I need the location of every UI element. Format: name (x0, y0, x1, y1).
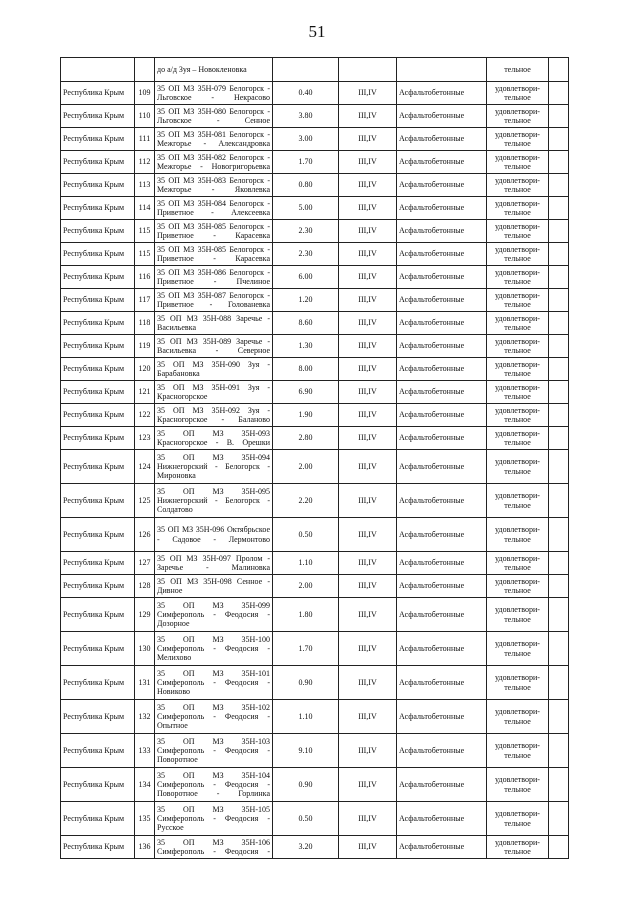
table-row-continuation (61, 58, 569, 82)
length-cell: 2.20 (273, 484, 339, 518)
note-cell (549, 266, 569, 289)
table-row (61, 381, 569, 404)
condition-cell: удовлетвори-тельное (487, 128, 549, 151)
surface-cell: Асфальтобетонные (397, 802, 487, 836)
number-cell: 112 (135, 151, 155, 174)
table-row (61, 105, 569, 128)
region-cell: Республика Крым (61, 174, 135, 197)
category-cell: III,IV (339, 575, 397, 598)
category-cell: III,IV (339, 220, 397, 243)
table-row (61, 82, 569, 105)
category-cell: III,IV (339, 312, 397, 335)
length-cell: 1.70 (273, 151, 339, 174)
length-cell: 5.00 (273, 197, 339, 220)
number-cell (135, 58, 155, 82)
region-cell: Республика Крым (61, 404, 135, 427)
road-name-cell: 35 ОП МЗ 35Н-083 Белогорск - Межгорье - Яковлевка (155, 174, 273, 197)
road-name-cell: 35 ОП МЗ 35Н-091 Зуя - Красногорское (155, 381, 273, 404)
note-cell (549, 358, 569, 381)
number-cell: 122 (135, 404, 155, 427)
category-cell: III,IV (339, 243, 397, 266)
number-cell: 128 (135, 575, 155, 598)
condition-cell: удовлетвори-тельное (487, 174, 549, 197)
number-cell: 132 (135, 700, 155, 734)
surface-cell: Асфальтобетонные (397, 289, 487, 312)
number-cell: 118 (135, 312, 155, 335)
road-name-cell: 35 ОП МЗ 35Н-098 Сенное - Дивное (155, 575, 273, 598)
category-cell (339, 58, 397, 82)
table-row (61, 598, 569, 632)
region-cell: Республика Крым (61, 427, 135, 450)
surface-cell: Асфальтобетонные (397, 632, 487, 666)
condition-cell: удовлетвори-тельное (487, 666, 549, 700)
note-cell (549, 220, 569, 243)
number-cell: 109 (135, 82, 155, 105)
road-name-cell: 35 ОП МЗ 35Н-085 Белогорск - Приветное - Карасевка (155, 220, 273, 243)
condition-cell: удовлетвори-тельное (487, 632, 549, 666)
number-cell: 133 (135, 734, 155, 768)
length-cell: 1.80 (273, 598, 339, 632)
number-cell: 115 (135, 243, 155, 266)
category-cell: III,IV (339, 266, 397, 289)
number-cell: 125 (135, 484, 155, 518)
region-cell: Республика Крым (61, 450, 135, 484)
road-name-cell: 35 ОП МЗ 35Н-101 Симферополь - Феодосия - Новиково (155, 666, 273, 700)
road-name-cell: 35 ОП МЗ 35Н-095 Нижнегорский - Белогорск - Солдатово (155, 484, 273, 518)
table-row (61, 484, 569, 518)
note-cell (549, 484, 569, 518)
region-cell (61, 58, 135, 82)
category-cell: III,IV (339, 632, 397, 666)
surface-cell: Асфальтобетонные (397, 266, 487, 289)
table-row (61, 450, 569, 484)
surface-cell: Асфальтобетонные (397, 174, 487, 197)
note-cell (549, 312, 569, 335)
condition-cell: удовлетвори-тельное (487, 598, 549, 632)
length-cell: 1.70 (273, 632, 339, 666)
table-row (61, 632, 569, 666)
condition-cell: удовлетвори-тельное (487, 243, 549, 266)
table-row (61, 427, 569, 450)
road-name-cell: 35 ОП МЗ 35Н-096 Октябрьское - Садовое - Лермонтово (155, 518, 273, 552)
number-cell: 135 (135, 802, 155, 836)
length-cell: 1.10 (273, 700, 339, 734)
length-cell: 6.00 (273, 266, 339, 289)
region-cell: Республика Крым (61, 700, 135, 734)
region-cell: Республика Крым (61, 666, 135, 700)
road-name-cell: 35 ОП МЗ 35Н-081 Белогорск - Межгорье - Александровка (155, 128, 273, 151)
note-cell (549, 575, 569, 598)
condition-cell: удовлетвори-тельное (487, 427, 549, 450)
road-name-cell: 35 ОП МЗ 35Н-106 Симферополь - Феодосия - (155, 836, 273, 859)
region-cell: Республика Крым (61, 151, 135, 174)
category-cell: III,IV (339, 666, 397, 700)
condition-cell: удовлетвори-тельное (487, 552, 549, 575)
note-cell (549, 174, 569, 197)
page-number: 51 (308, 22, 326, 41)
table-row (61, 700, 569, 734)
surface-cell: Асфальтобетонные (397, 82, 487, 105)
category-cell: III,IV (339, 802, 397, 836)
road-name-cell: 35 ОП МЗ 35Н-099 Симферополь - Феодосия - Дозорное (155, 598, 273, 632)
table-row (61, 243, 569, 266)
note-cell (549, 427, 569, 450)
category-cell: III,IV (339, 484, 397, 518)
category-cell: III,IV (339, 335, 397, 358)
table-row (61, 358, 569, 381)
length-cell: 2.30 (273, 243, 339, 266)
condition-cell: удовлетвори-тельное (487, 734, 549, 768)
region-cell: Республика Крым (61, 243, 135, 266)
road-name-cell: 35 ОП МЗ 35Н-088 Заречье - Васильевка (155, 312, 273, 335)
length-cell: 0.90 (273, 768, 339, 802)
number-cell: 117 (135, 289, 155, 312)
table-row (61, 518, 569, 552)
surface-cell: Асфальтобетонные (397, 450, 487, 484)
note-cell (549, 404, 569, 427)
surface-cell: Асфальтобетонные (397, 734, 487, 768)
number-cell: 127 (135, 552, 155, 575)
length-cell: 3.20 (273, 836, 339, 859)
table-row (61, 197, 569, 220)
number-cell: 115 (135, 220, 155, 243)
category-cell: III,IV (339, 450, 397, 484)
length-cell: 1.90 (273, 404, 339, 427)
surface-cell: Асфальтобетонные (397, 768, 487, 802)
condition-cell: удовлетвори-тельное (487, 197, 549, 220)
category-cell: III,IV (339, 768, 397, 802)
table-row (61, 151, 569, 174)
table-row (61, 335, 569, 358)
condition-cell: удовлетвори-тельное (487, 151, 549, 174)
region-cell: Республика Крым (61, 312, 135, 335)
road-name-cell: 35 ОП МЗ 35Н-080 Белогорск - Льговское - Сенное (155, 105, 273, 128)
road-name-cell: 35 ОП МЗ 35Н-100 Симферополь - Феодосия - Мелихово (155, 632, 273, 666)
note-cell (549, 700, 569, 734)
number-cell: 114 (135, 197, 155, 220)
number-cell: 124 (135, 450, 155, 484)
region-cell: Республика Крым (61, 197, 135, 220)
condition-cell: удовлетвори-тельное (487, 220, 549, 243)
note-cell (549, 243, 569, 266)
note-cell (549, 289, 569, 312)
surface-cell: Асфальтобетонные (397, 105, 487, 128)
surface-cell: Асфальтобетонные (397, 128, 487, 151)
note-cell (549, 335, 569, 358)
road-name-cell: 35 ОП МЗ 35Н-087 Белогорск - Приветное - Голованевка (155, 289, 273, 312)
note-cell (549, 632, 569, 666)
length-cell: 3.00 (273, 128, 339, 151)
note-cell (549, 518, 569, 552)
category-cell: III,IV (339, 734, 397, 768)
note-cell (549, 82, 569, 105)
region-cell: Республика Крым (61, 632, 135, 666)
surface-cell: Асфальтобетонные (397, 666, 487, 700)
note-cell (549, 151, 569, 174)
length-cell: 0.80 (273, 174, 339, 197)
note-cell (549, 802, 569, 836)
region-cell: Республика Крым (61, 358, 135, 381)
length-cell: 3.80 (273, 105, 339, 128)
road-name-cell: 35 ОП МЗ 35Н-104 Симферополь - Феодосия - Поворотное - Горлинка (155, 768, 273, 802)
region-cell: Республика Крым (61, 484, 135, 518)
condition-cell: удовлетвори-тельное (487, 289, 549, 312)
length-cell: 8.00 (273, 358, 339, 381)
condition-cell: удовлетвори-тельное (487, 836, 549, 859)
table-row (61, 552, 569, 575)
number-cell: 110 (135, 105, 155, 128)
road-name-cell: 35 ОП МЗ 35Н-079 Белогорск - Льговское - Некрасово (155, 82, 273, 105)
table-row (61, 289, 569, 312)
surface-cell: Асфальтобетонные (397, 197, 487, 220)
condition-cell: удовлетвори-тельное (487, 700, 549, 734)
category-cell: III,IV (339, 404, 397, 427)
surface-cell: Асфальтобетонные (397, 312, 487, 335)
roads-table (60, 57, 569, 859)
road-name-cell: 35 ОП МЗ 35Н-093 Красногорское - В. Орешки (155, 427, 273, 450)
table-row (61, 802, 569, 836)
condition-cell: удовлетвори-тельное (487, 575, 549, 598)
road-name-cell: 35 ОП МЗ 35Н-103 Симферополь - Феодосия - Поворотное (155, 734, 273, 768)
length-cell: 9.10 (273, 734, 339, 768)
number-cell: 126 (135, 518, 155, 552)
length-cell: 6.90 (273, 381, 339, 404)
road-name-cell: 35 ОП МЗ 35Н-102 Симферополь - Феодосия - Опытное (155, 700, 273, 734)
note-cell (549, 450, 569, 484)
table-row (61, 174, 569, 197)
category-cell: III,IV (339, 174, 397, 197)
note-cell (549, 58, 569, 82)
surface-cell: Асфальтобетонные (397, 484, 487, 518)
table-row (61, 734, 569, 768)
number-cell: 119 (135, 335, 155, 358)
number-cell: 130 (135, 632, 155, 666)
category-cell: III,IV (339, 289, 397, 312)
table-row (61, 575, 569, 598)
region-cell: Республика Крым (61, 289, 135, 312)
road-name-cell: 35 ОП МЗ 35Н-105 Симферополь - Феодосия - Русское (155, 802, 273, 836)
table-row (61, 266, 569, 289)
length-cell: 0.40 (273, 82, 339, 105)
road-name-cell: 35 ОП МЗ 35Н-094 Нижнегорский - Белогорск - Мироновка (155, 450, 273, 484)
condition-cell: удовлетвори-тельное (487, 105, 549, 128)
note-cell (549, 197, 569, 220)
category-cell: III,IV (339, 381, 397, 404)
condition-cell: удовлетвори-тельное (487, 518, 549, 552)
category-cell: III,IV (339, 358, 397, 381)
condition-cell: удовлетвори-тельное (487, 768, 549, 802)
table-row (61, 768, 569, 802)
length-cell: 0.50 (273, 802, 339, 836)
region-cell: Республика Крым (61, 82, 135, 105)
number-cell: 120 (135, 358, 155, 381)
region-cell: Республика Крым (61, 105, 135, 128)
road-name-cell: 35 ОП МЗ 35Н-089 Заречье - Васильевка - Северное (155, 335, 273, 358)
surface-cell: Асфальтобетонные (397, 358, 487, 381)
note-cell (549, 768, 569, 802)
region-cell: Республика Крым (61, 266, 135, 289)
region-cell: Республика Крым (61, 802, 135, 836)
condition-cell: удовлетвори-тельное (487, 484, 549, 518)
surface-cell: Асфальтобетонные (397, 575, 487, 598)
road-name-cell: 35 ОП МЗ 35Н-085 Белогорск - Приветное - Карасевка (155, 243, 273, 266)
condition-cell: удовлетвори-тельное (487, 381, 549, 404)
note-cell (549, 598, 569, 632)
note-cell (549, 666, 569, 700)
surface-cell: Асфальтобетонные (397, 700, 487, 734)
length-cell: 2.80 (273, 427, 339, 450)
category-cell: III,IV (339, 518, 397, 552)
category-cell: III,IV (339, 82, 397, 105)
condition-cell: удовлетвори-тельное (487, 312, 549, 335)
length-cell: 2.30 (273, 220, 339, 243)
length-cell: 1.20 (273, 289, 339, 312)
surface-cell: Асфальтобетонные (397, 220, 487, 243)
surface-cell: Асфальтобетонные (397, 404, 487, 427)
road-name-cell: 35 ОП МЗ 35Н-084 Белогорск - Приветное - Алексеевка (155, 197, 273, 220)
note-cell (549, 836, 569, 859)
surface-cell: Асфальтобетонные (397, 427, 487, 450)
road-name-cell: до а/д Зуя – Новокленовка (155, 58, 273, 82)
length-cell: 1.10 (273, 552, 339, 575)
table-row (61, 836, 569, 859)
number-cell: 136 (135, 836, 155, 859)
length-cell: 0.50 (273, 518, 339, 552)
region-cell: Республика Крым (61, 220, 135, 243)
length-cell: 0.90 (273, 666, 339, 700)
surface-cell: Асфальтобетонные (397, 381, 487, 404)
condition-cell: удовлетвори-тельное (487, 358, 549, 381)
number-cell: 131 (135, 666, 155, 700)
length-cell: 1.30 (273, 335, 339, 358)
condition-cell: тельное (487, 58, 549, 82)
condition-cell: удовлетвори-тельное (487, 450, 549, 484)
category-cell: III,IV (339, 128, 397, 151)
category-cell: III,IV (339, 552, 397, 575)
category-cell: III,IV (339, 105, 397, 128)
category-cell: III,IV (339, 427, 397, 450)
surface-cell: Асфальтобетонные (397, 552, 487, 575)
road-name-cell: 35 ОП МЗ 35Н-092 Зуя - Красногорское - Баланово (155, 404, 273, 427)
region-cell: Республика Крым (61, 734, 135, 768)
road-name-cell: 35 ОП МЗ 35Н-082 Белогорск - Межгорье - Новогригорьевка (155, 151, 273, 174)
category-cell: III,IV (339, 836, 397, 859)
region-cell: Республика Крым (61, 768, 135, 802)
condition-cell: удовлетвори-тельное (487, 404, 549, 427)
road-name-cell: 35 ОП МЗ 35Н-090 Зуя - Барабановка (155, 358, 273, 381)
number-cell: 113 (135, 174, 155, 197)
note-cell (549, 381, 569, 404)
region-cell: Республика Крым (61, 335, 135, 358)
table-row (61, 312, 569, 335)
category-cell: III,IV (339, 197, 397, 220)
length-cell: 2.00 (273, 450, 339, 484)
table-body (61, 58, 569, 859)
note-cell (549, 128, 569, 151)
region-cell: Республика Крым (61, 381, 135, 404)
surface-cell: Асфальтобетонные (397, 243, 487, 266)
table-row (61, 128, 569, 151)
category-cell: III,IV (339, 598, 397, 632)
surface-cell: Асфальтобетонные (397, 836, 487, 859)
length-cell: 2.00 (273, 575, 339, 598)
region-cell: Республика Крым (61, 598, 135, 632)
road-name-cell: 35 ОП МЗ 35Н-097 Пролом - Заречье - Малиновка (155, 552, 273, 575)
number-cell: 129 (135, 598, 155, 632)
condition-cell: удовлетвори-тельное (487, 335, 549, 358)
surface-cell: Асфальтобетонные (397, 518, 487, 552)
region-cell: Республика Крым (61, 575, 135, 598)
region-cell: Республика Крым (61, 836, 135, 859)
number-cell: 116 (135, 266, 155, 289)
length-cell (273, 58, 339, 82)
condition-cell: удовлетвори-тельное (487, 82, 549, 105)
table-row (61, 404, 569, 427)
number-cell: 111 (135, 128, 155, 151)
road-name-cell: 35 ОП МЗ 35Н-086 Белогорск - Приветное - Пчелиное (155, 266, 273, 289)
note-cell (549, 105, 569, 128)
surface-cell: Асфальтобетонные (397, 151, 487, 174)
surface-cell: Асфальтобетонные (397, 335, 487, 358)
number-cell: 123 (135, 427, 155, 450)
category-cell: III,IV (339, 151, 397, 174)
note-cell (549, 552, 569, 575)
table-row (61, 666, 569, 700)
region-cell: Республика Крым (61, 552, 135, 575)
table-row (61, 220, 569, 243)
category-cell: III,IV (339, 700, 397, 734)
note-cell (549, 734, 569, 768)
condition-cell: удовлетвори-тельное (487, 802, 549, 836)
length-cell: 8.60 (273, 312, 339, 335)
condition-cell: удовлетвори-тельное (487, 266, 549, 289)
surface-cell: Асфальтобетонные (397, 598, 487, 632)
number-cell: 134 (135, 768, 155, 802)
region-cell: Республика Крым (61, 518, 135, 552)
region-cell: Республика Крым (61, 128, 135, 151)
number-cell: 121 (135, 381, 155, 404)
surface-cell (397, 58, 487, 82)
